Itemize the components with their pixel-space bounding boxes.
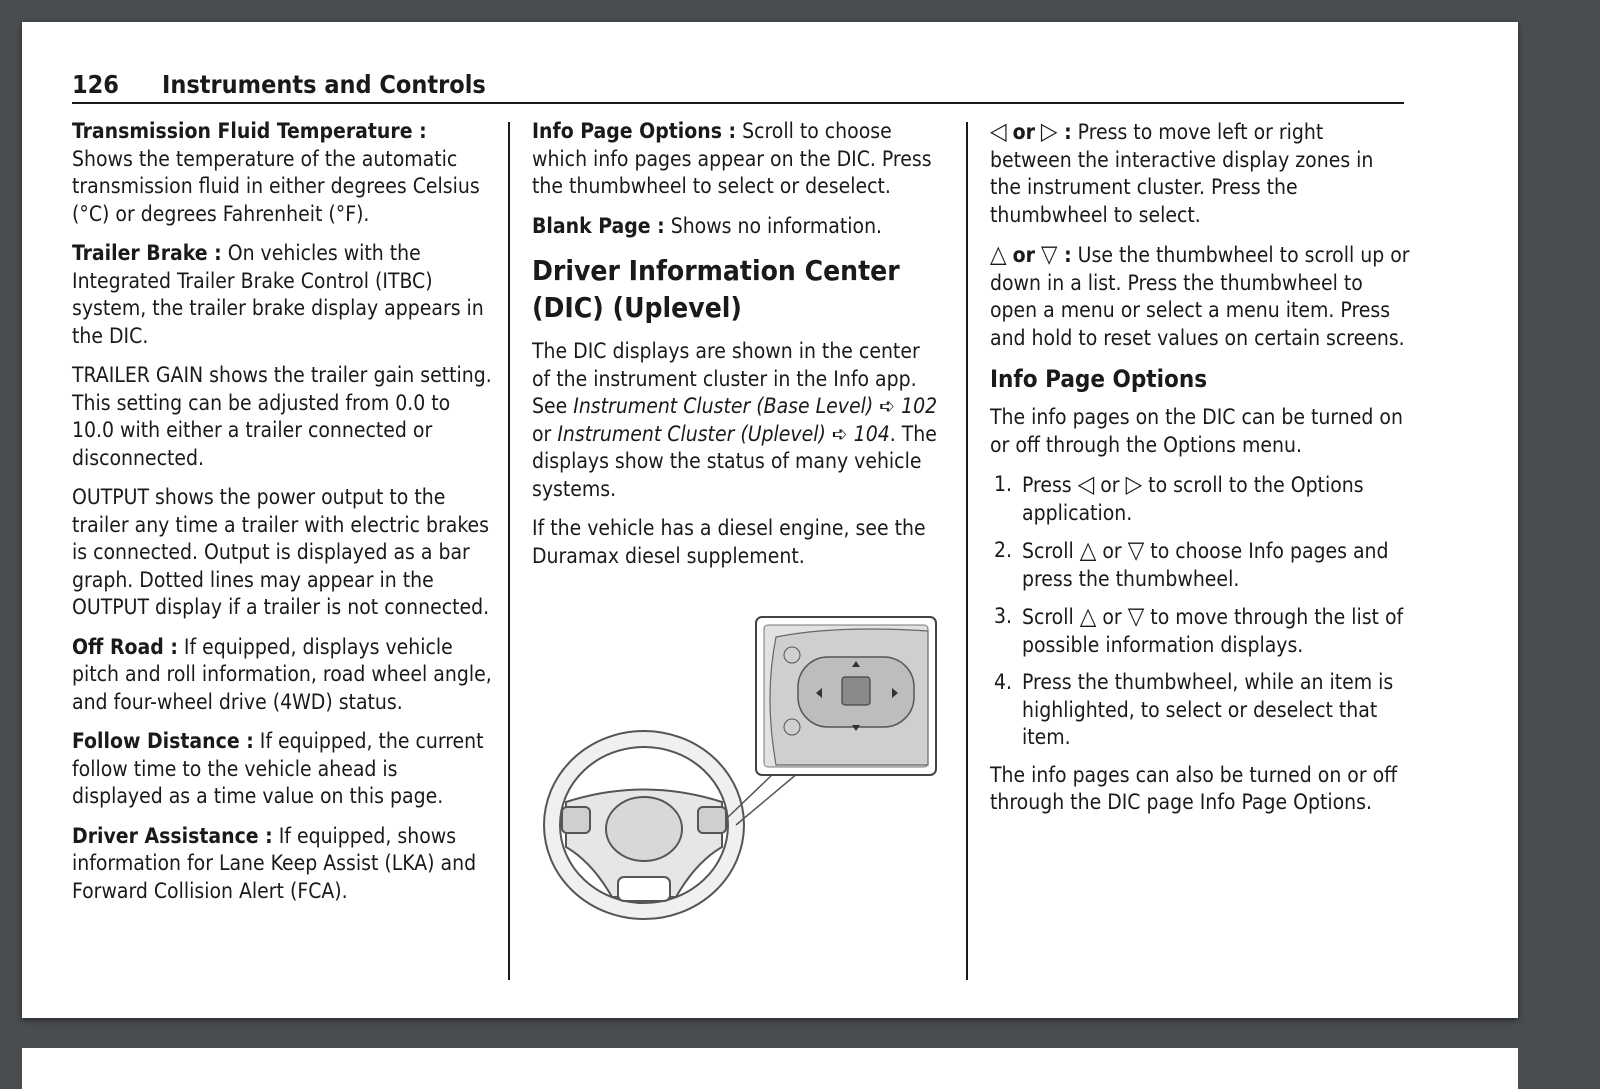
page-reference-arrow-icon: ➪ bbox=[879, 394, 896, 418]
page-title: Instruments and Controls bbox=[162, 70, 486, 99]
arrow-right-icon: ▷ bbox=[1040, 117, 1058, 145]
left-right-paragraph: ◁ or ▷ : Press to move left or right between the interactive display zones in the instrument cluster. Press the thumbwheel to select. bbox=[990, 117, 1374, 227]
xref-uplevel[interactable]: Instrument Cluster (Uplevel) ➪ 104 bbox=[557, 421, 890, 446]
arrow-down-icon: ▽ bbox=[1127, 536, 1145, 564]
manual-page bbox=[22, 22, 1518, 1018]
page-number: 126 bbox=[72, 70, 119, 99]
info-page-options-heading: Info Page Options bbox=[990, 365, 1208, 393]
column-divider-1 bbox=[508, 122, 510, 980]
transmission-fluid-paragraph: Transmission Fluid Temperature : Shows the temperature of the automatic transmission fluid in either degrees Celsius (°C) or degrees Fahrenheit (°F). bbox=[72, 119, 480, 226]
blank-page-paragraph: Blank Page : Shows no information. bbox=[532, 213, 883, 238]
section-heading: Driver Information Center (DIC) (Uplevel) bbox=[532, 254, 900, 324]
list-item: 2. Scroll △ or ▽ to choose Info pages and press the thumbwheel. bbox=[994, 536, 1389, 591]
list-item: 1. Press ◁ or ▷ to scroll to the Options application. bbox=[994, 470, 1364, 525]
arrow-up-icon: △ bbox=[1079, 536, 1097, 564]
trailer-gain-paragraph: TRAILER GAIN shows the trailer gain setting. This setting can be adjusted from 0.0 to 10.0 with either a trailer connected or disconnected. bbox=[72, 363, 492, 470]
column-divider-2 bbox=[966, 122, 968, 980]
closing-paragraph: The info pages can also be turned on or off through the DIC page Info Page Options. bbox=[990, 762, 1398, 814]
column-2 bbox=[532, 118, 942, 582]
page-header bbox=[72, 70, 1404, 104]
arrow-left-icon: ◁ bbox=[1077, 470, 1095, 498]
diesel-paragraph: If the vehicle has a diesel engine, see the Duramax diesel supplement. bbox=[532, 516, 926, 568]
arrow-down-icon: ▽ bbox=[1127, 602, 1145, 630]
dic-description-paragraph: The DIC displays are shown in the center of the instrument cluster in the Info app. See Instrument Cluster (Base Level) ➪ 102 or Instrument Cluster (Uplevel) ➪ 104. The displays show the status of many vehicle systems. bbox=[532, 339, 938, 501]
list-item: 3. Scroll △ or ▽ to move through the list of possible information displays. bbox=[994, 602, 1404, 657]
up-down-paragraph: △ or ▽ : Use the thumbwheel to scroll up or down in a list. Press the thumbwheel to open a menu or select a menu item. Press and hold to reset values on certain screens. bbox=[990, 240, 1410, 350]
arrow-left-icon: ◁ bbox=[990, 117, 1007, 145]
info-pages-intro: The info pages on the DIC can be turned on or off through the Options menu. bbox=[990, 405, 1403, 457]
info-page-options-paragraph: Info Page Options : Scroll to choose which info pages appear on the DIC. Press the thumbwheel to select or deselect. bbox=[532, 119, 932, 198]
arrow-down-icon: ▽ bbox=[1040, 240, 1058, 268]
arrow-up-icon: △ bbox=[990, 240, 1007, 268]
steering-wheel-illustration bbox=[536, 597, 946, 927]
driver-assistance-paragraph: Driver Assistance : If equipped, shows information for Lane Keep Assist (LKA) and Forward Collision Alert (FCA). bbox=[72, 823, 477, 903]
arrow-up-icon: △ bbox=[1079, 602, 1097, 630]
off-road-paragraph: Off Road : If equipped, displays vehicle pitch and roll information, road wheel angle, and four-wheel drive (4WD) status. bbox=[72, 634, 492, 714]
page-reference-arrow-icon: ➪ bbox=[831, 421, 848, 446]
steps-list bbox=[990, 471, 1410, 752]
output-paragraph: OUTPUT shows the power output to the trailer any time a trailer with electric brakes is connected. Output is displayed as a bar graph. Dotted lines may appear in the OUTPUT display if a trailer is not connected. bbox=[72, 485, 490, 619]
arrow-right-icon: ▷ bbox=[1125, 470, 1143, 498]
follow-distance-paragraph: Follow Distance : If equipped, the current follow time to the vehicle ahead is displayed as a time value on this page. bbox=[72, 729, 484, 808]
trailer-brake-paragraph: Trailer Brake : On vehicles with the Integrated Trailer Brake Control (ITBC) system, the trailer brake display appears in the DIC. bbox=[72, 241, 484, 348]
xref-base-level[interactable]: Instrument Cluster (Base Level) ➪ 102 bbox=[573, 394, 938, 418]
column-1 bbox=[72, 118, 492, 917]
column-3 bbox=[990, 118, 1410, 829]
list-item: 4. Press the thumbwheel, while an item is highlighted, to select or deselect that item. bbox=[994, 670, 1394, 749]
next-page-edge bbox=[22, 1048, 1518, 1089]
